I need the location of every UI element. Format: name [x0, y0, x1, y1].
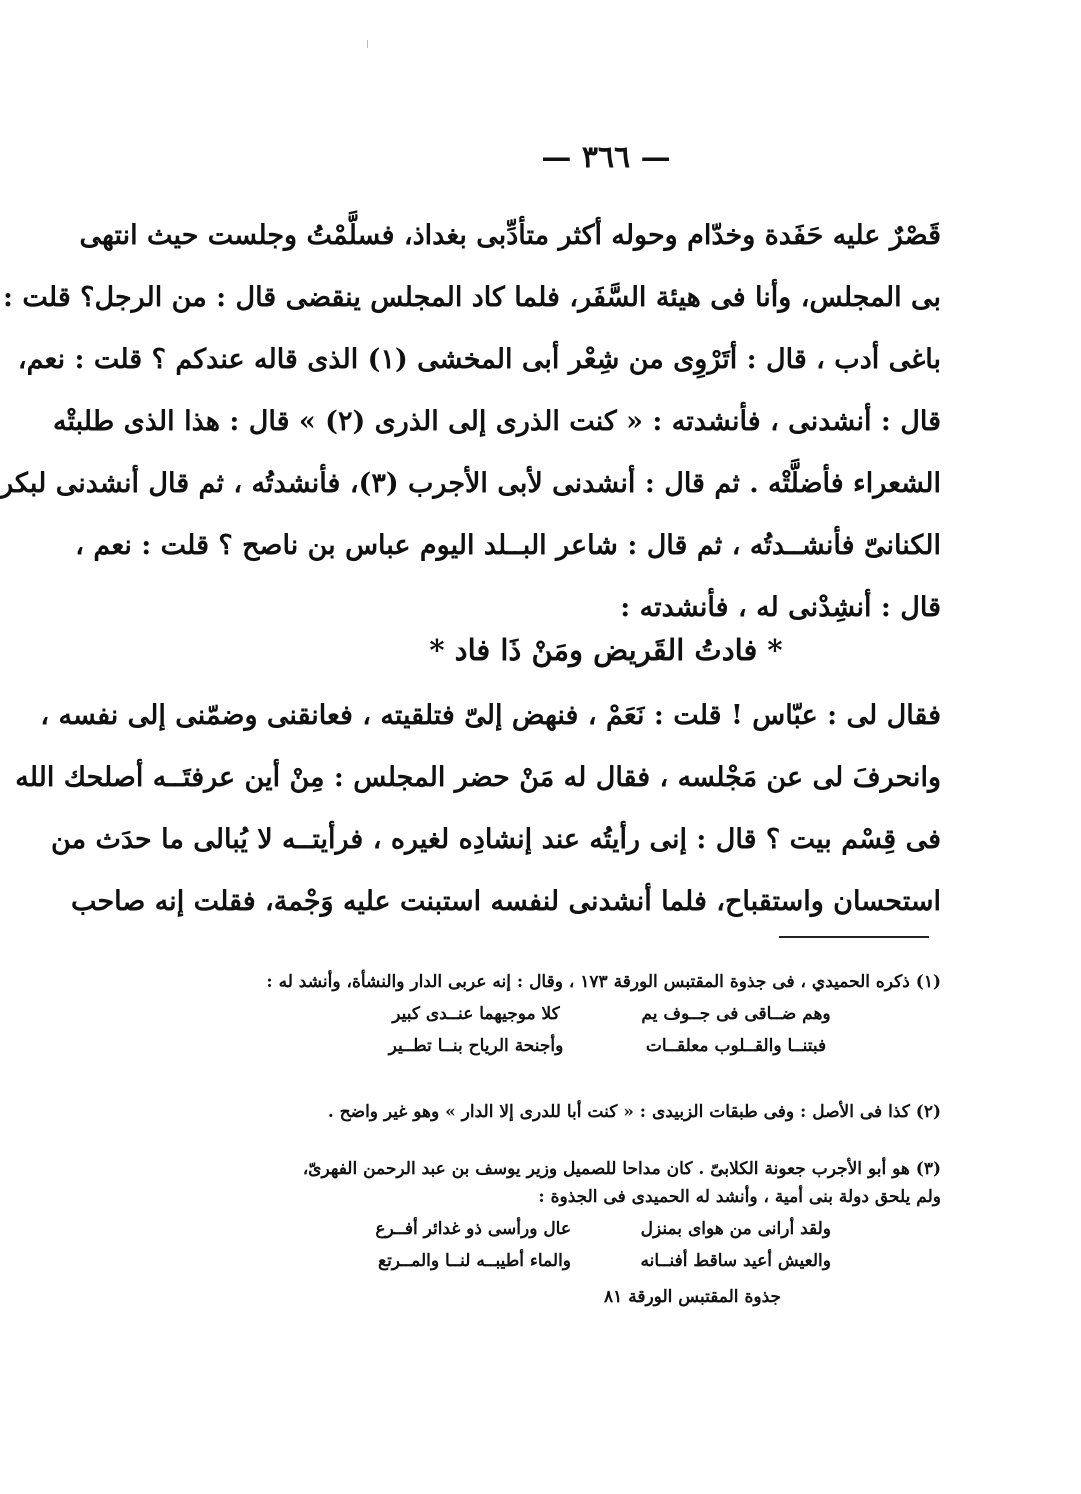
- poem-hemistich: والعيش أعيد ساقط أفنــانه: [640, 1251, 831, 1271]
- footnote-divider: [779, 936, 929, 938]
- footnote-2: [271, 1098, 941, 1126]
- main-text-block-2: [15, 685, 941, 933]
- poem-couplet: [271, 1000, 941, 1028]
- text-line: قال : أنشِدْنى له ، فأنشدته :: [620, 592, 941, 623]
- text-line: الكنانىّ فأنشــدتُه ، ثم قال : شاعر البــلد اليوم عباس بن ناصح ؟ قلت : نعم ،: [75, 530, 941, 561]
- footnote-text: (١) ذكره الحميدي ، فى جذوة المقتبس الورقة ١٧٣ ، وقال : إنه عربى الدار والنشأة، وأنشد له :: [266, 972, 941, 992]
- footnote-3: [271, 1155, 941, 1311]
- text-line: قال : أنشدنى ، فأنشدته : « كنت الذرى إلى الذرى (٢) » قال : هذا الذى طلبتْه: [53, 406, 941, 437]
- poem-hemistich: وأجنحة الرياح بنــا تطــير: [388, 1036, 564, 1056]
- text-line: بى المجلس، وأنا فى هيئة السَّفَر، فلما كاد المجلس ينقضى قال : من الرجل؟ قلت :: [3, 282, 941, 313]
- footnote-1: [266, 968, 941, 1064]
- scan-mark: [367, 40, 368, 48]
- footnote-text: (٢) كذا فى الأصل : وفى طبقات الزبيدى : « كنت أبا للدرى إلا الدار » وهو غير واضح .: [327, 1102, 941, 1122]
- poem-hemistich: والماء أطيبــه لنــا والمــرتع: [378, 1251, 571, 1271]
- text-line: باغى أدب ، قال : أتَرْوِى من شِعْر أبى المخشى (١) الذى قاله عندكم ؟ قلت : نعم،: [17, 344, 941, 375]
- footnote-source: جذوة المقتبس الورقة ٨١: [604, 1287, 781, 1307]
- text-line: الشعراء فأضلَّتْه . ثم قال : أنشدنى لأبى الأجرب (٣)، فأنشدتُه ، ثم قال أنشدنى لبكر: [0, 468, 941, 499]
- text-line: وانحرفَ لى عن مَجْلسه ، فقال له مَنْ حضر المجلس : مِنْ أين عرفتَــه أصلحك الله: [15, 762, 941, 793]
- poem-hemistich: وهم ضــاقى فى جــوف يم: [641, 1004, 831, 1024]
- poem-hemistich: فبتنــا والقــلوب معلقــات: [645, 1036, 827, 1056]
- text-line: قَصْرٌ عليه حَفَدة وخدّام وحوله أكثر متأدِّبى بغداذ، فسلَّمْتُ وجلست حيث انتهى: [79, 220, 941, 251]
- poem-hemistich: ولقد أرانى من هواى بمنزل: [640, 1219, 831, 1239]
- footnote-text: ولم يلحق دولة بنى أمية ، وأنشد له الحميدى فى الجذوة :: [538, 1187, 941, 1207]
- poem-hemistich: كلا موجيهما عنــدى كبير: [392, 1004, 560, 1024]
- poem-couplet: [271, 1247, 941, 1275]
- text-line: فقال لى : عبّاس ! قلت : نَعَمْ ، فنهض إلىّ فتلقيته ، فعانقنى وضمّنى إلى نفسه ،: [40, 700, 941, 731]
- text-line: فى قِسْم بيت ؟ قال : إنى رأيتُه عند إنشادِه لغيره ، فرأيتــه لا يُبالى ما حدَث من: [51, 824, 941, 855]
- poem-couplet: [271, 1215, 941, 1243]
- poem-couplet: [271, 1032, 941, 1060]
- footnote-text: (٣) هو أبو الأجرب جعونة الكلابىّ . كان مداحا للصميل وزير يوسف بن عبد الرحمن الفهرىّ،: [302, 1159, 941, 1179]
- text-line: استحسان واستقباح، فلما أنشدنى لنفسه استبنت عليه وَجْمة، فقلت إنه صاحب: [70, 886, 941, 917]
- page-number: — ٣٦٦ —: [541, 140, 671, 175]
- main-text-block-1: [0, 205, 941, 639]
- verse-line: * فادتُ القَريض ومَنْ ذَا فاد *: [429, 633, 783, 667]
- poem-hemistich: عال ورأسى ذو غدائر أفــرع: [375, 1219, 571, 1239]
